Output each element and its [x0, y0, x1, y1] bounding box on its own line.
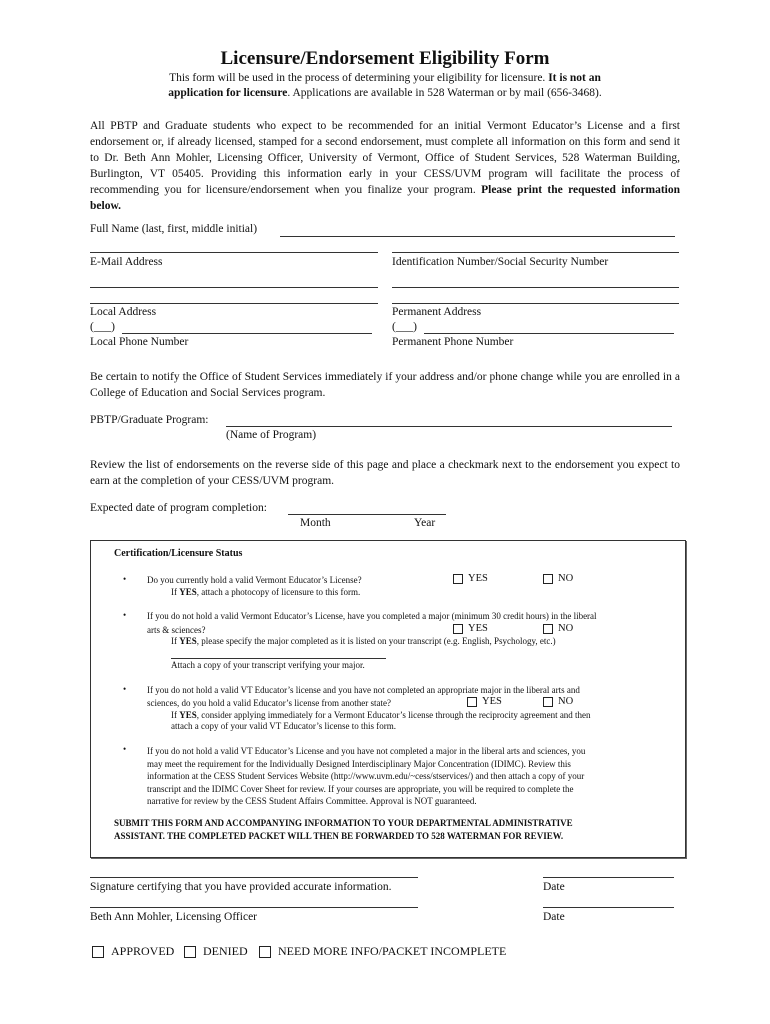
- yes-label: YES: [468, 623, 488, 634]
- full-name-field-2[interactable]: [90, 252, 378, 253]
- completion-date-field[interactable]: [288, 514, 446, 515]
- local-phone-label: Local Phone Number: [90, 336, 189, 348]
- status-heading: Certification/Licensure Status: [114, 548, 243, 559]
- id-label: Identification Number/Social Security Number: [392, 256, 609, 268]
- checkbox-icon[interactable]: [92, 946, 104, 958]
- email-label: E-Mail Address: [90, 256, 163, 268]
- checkbox-icon[interactable]: [453, 574, 463, 584]
- id-field[interactable]: [392, 287, 679, 288]
- q1-no-option[interactable]: [543, 573, 573, 584]
- q2-yes-option[interactable]: [453, 623, 488, 634]
- student-date-field[interactable]: [543, 877, 674, 878]
- q2-sub-post: , please specify the major completed as it is listed on your transcript (e.g. English, Psychology, etc.): [196, 636, 556, 646]
- q3-sub-bold: YES: [179, 710, 197, 720]
- submit-notice: [114, 817, 573, 842]
- checkbox-icon[interactable]: [453, 624, 463, 634]
- checkbox-icon[interactable]: [467, 697, 477, 707]
- officer-date-label: Date: [543, 911, 565, 923]
- permanent-address-field[interactable]: [392, 303, 679, 304]
- intro-text: All PBTP and Graduate students who expect to be recommended for an initial Vermont Educator’s License and a first endorsement or, if already licensed, stamped for a second endorsement, must complete all information on this form and send it to Dr. Beth Ann Mohler, Licensing Officer, University of Vermont, Office of Student Services, 528 Waterman Building, Burlington, VT 05405. Providing this information early in your CESS/UVM program will facilitate the process of recommending you for licensure/endorsement when you finalize your program.: [90, 120, 680, 196]
- no-label: NO: [558, 623, 574, 634]
- q1-text: Do you currently hold a valid Vermont Educator’s License?: [147, 575, 362, 585]
- checkbox-icon[interactable]: [543, 624, 553, 634]
- form-subtitle: [60, 71, 710, 101]
- q2-sub-bold: YES: [179, 636, 197, 646]
- bullet-icon: •: [123, 744, 127, 754]
- checkbox-icon[interactable]: [543, 574, 553, 584]
- q2-text-line2: arts & sciences?: [147, 625, 206, 635]
- q3-text-line2: sciences, do you hold a valid Educator’s license from another state?: [147, 698, 392, 708]
- q2-subtext: [171, 636, 556, 646]
- email-field[interactable]: [90, 287, 378, 288]
- subtitle-text-2: . Applications are available in 528 Waterman or by mail (656-3468).: [287, 87, 602, 99]
- subtitle-bold-2: application for licensure: [168, 87, 288, 99]
- permanent-address-label: Permanent Address: [392, 306, 482, 318]
- permanent-area-code: (___): [392, 321, 417, 333]
- q3-subtext-2: attach a copy of your valid VT Educator’s license to this form.: [171, 721, 396, 731]
- local-phone-field[interactable]: [122, 333, 372, 334]
- permanent-phone-label: Permanent Phone Number: [392, 336, 514, 348]
- student-signature-label: Signature certifying that you have provided accurate information.: [90, 881, 392, 893]
- q4-text: [147, 745, 585, 808]
- local-area-code: (___): [90, 321, 115, 333]
- program-caption: (Name of Program): [226, 429, 317, 441]
- student-date-label: Date: [543, 881, 565, 893]
- q1-subtext: [171, 587, 360, 597]
- review-paragraph: Review the list of endorsements on the reverse side of this page and place a checkmark next to the endorsement you expect to earn at the completion of your CESS/UVM program.: [90, 459, 680, 487]
- q3-subtext: [171, 710, 591, 720]
- completion-label: Expected date of program completion:: [90, 502, 267, 514]
- program-field[interactable]: [226, 426, 672, 427]
- year-caption: Year: [414, 517, 436, 529]
- checkbox-icon[interactable]: [259, 946, 271, 958]
- q1-sub-post: , attach a photocopy of licensure to this form.: [196, 587, 361, 597]
- q3-no-option[interactable]: [543, 696, 573, 707]
- submit-line: ASSISTANT. THE COMPLETED PACKET WILL THEN BE FORWARDED TO 528 WATERMAN FOR REVIEW.: [114, 830, 564, 841]
- bullet-icon: •: [123, 684, 127, 694]
- incomplete-option[interactable]: [259, 944, 506, 959]
- denied-label: DENIED: [203, 944, 248, 958]
- q4-line: information at the CESS Student Services Website (http://www.uvm.edu/~cess/stservices/) and then attach a copy of your: [147, 771, 585, 782]
- program-label: PBTP/Graduate Program:: [90, 414, 209, 426]
- bullet-icon: •: [123, 610, 127, 620]
- q3-yes-option[interactable]: [467, 696, 502, 707]
- q4-line: narrative for review by the CESS Student Affairs Committee. Approval is NOT guaranteed.: [147, 796, 477, 807]
- q1-sub-bold: YES: [179, 587, 197, 597]
- q3-sub-pre: If: [171, 710, 180, 720]
- student-signature-field[interactable]: [90, 877, 418, 878]
- subtitle-bold: It is not an: [548, 72, 601, 84]
- q3-text-line1: If you do not hold a valid VT Educator’s license and you have not completed an appropriate major in the liberal arts and: [147, 685, 580, 695]
- permanent-phone-field[interactable]: [424, 333, 674, 334]
- full-name-field-3[interactable]: [392, 252, 679, 253]
- q3-sub-post: , consider applying immediately for a Vermont Educator’s license through the reciprocity agreement and then: [196, 710, 591, 720]
- notify-paragraph: Be certain to notify the Office of Student Services immediately if your address and/or phone change while you are enrolled in a College of Education and Social Services program.: [90, 371, 680, 399]
- major-field[interactable]: [171, 658, 386, 659]
- no-label: NO: [558, 573, 574, 584]
- officer-date-field[interactable]: [543, 907, 674, 908]
- full-name-label: Full Name (last, first, middle initial): [90, 223, 258, 235]
- q2-sub-pre: If: [171, 636, 180, 646]
- intro-bold: Please print the requested information below.: [90, 184, 680, 212]
- bullet-icon: •: [123, 574, 127, 584]
- approved-label: APPROVED: [111, 944, 175, 958]
- q4-line: transcript and the IDIMC Cover Sheet for review. If your courses are appropriate, you will be required to complete the: [147, 783, 574, 794]
- q4-line: may meet the requirement for the Individually Designed Interdisciplinary Major Concentration (IDIMC). Review this: [147, 758, 571, 769]
- denied-option[interactable]: [184, 944, 248, 959]
- q1-yes-option[interactable]: [453, 573, 488, 584]
- q1-sub-pre: If: [171, 587, 180, 597]
- yes-label: YES: [468, 573, 488, 584]
- month-caption: Month: [300, 517, 331, 529]
- no-label: NO: [558, 696, 574, 707]
- local-address-field[interactable]: [90, 303, 378, 304]
- q2-text-line1: If you do not hold a valid Vermont Educator’s License, have you completed a major (minimum 30 credit hours) in the liberal: [147, 611, 597, 621]
- approved-option[interactable]: [92, 944, 174, 959]
- yes-label: YES: [482, 696, 502, 707]
- q2-attach-note: Attach a copy of your transcript verifying your major.: [171, 660, 365, 670]
- intro-paragraph: [90, 118, 680, 214]
- subtitle-text: This form will be used in the process of determining your eligibility for licensure.: [169, 72, 546, 84]
- full-name-field[interactable]: [280, 236, 675, 237]
- incomplete-label: NEED MORE INFO/PACKET INCOMPLETE: [278, 944, 507, 958]
- checkbox-icon[interactable]: [184, 946, 196, 958]
- q4-line: If you do not hold a valid VT Educator’s License and you have not completed a major in the liberal arts and sciences, you: [147, 746, 586, 756]
- checkbox-icon[interactable]: [543, 697, 553, 707]
- submit-line: SUBMIT THIS FORM AND ACCOMPANYING INFORMATION TO YOUR DEPARTMENTAL ADMINISTRATIVE: [114, 818, 573, 828]
- officer-signature-label: Beth Ann Mohler, Licensing Officer: [90, 911, 257, 923]
- local-address-label: Local Address: [90, 306, 157, 318]
- form-title: Licensure/Endorsement Eligibility Form: [220, 48, 550, 69]
- officer-signature-field[interactable]: [90, 907, 418, 908]
- q2-no-option[interactable]: [543, 623, 573, 634]
